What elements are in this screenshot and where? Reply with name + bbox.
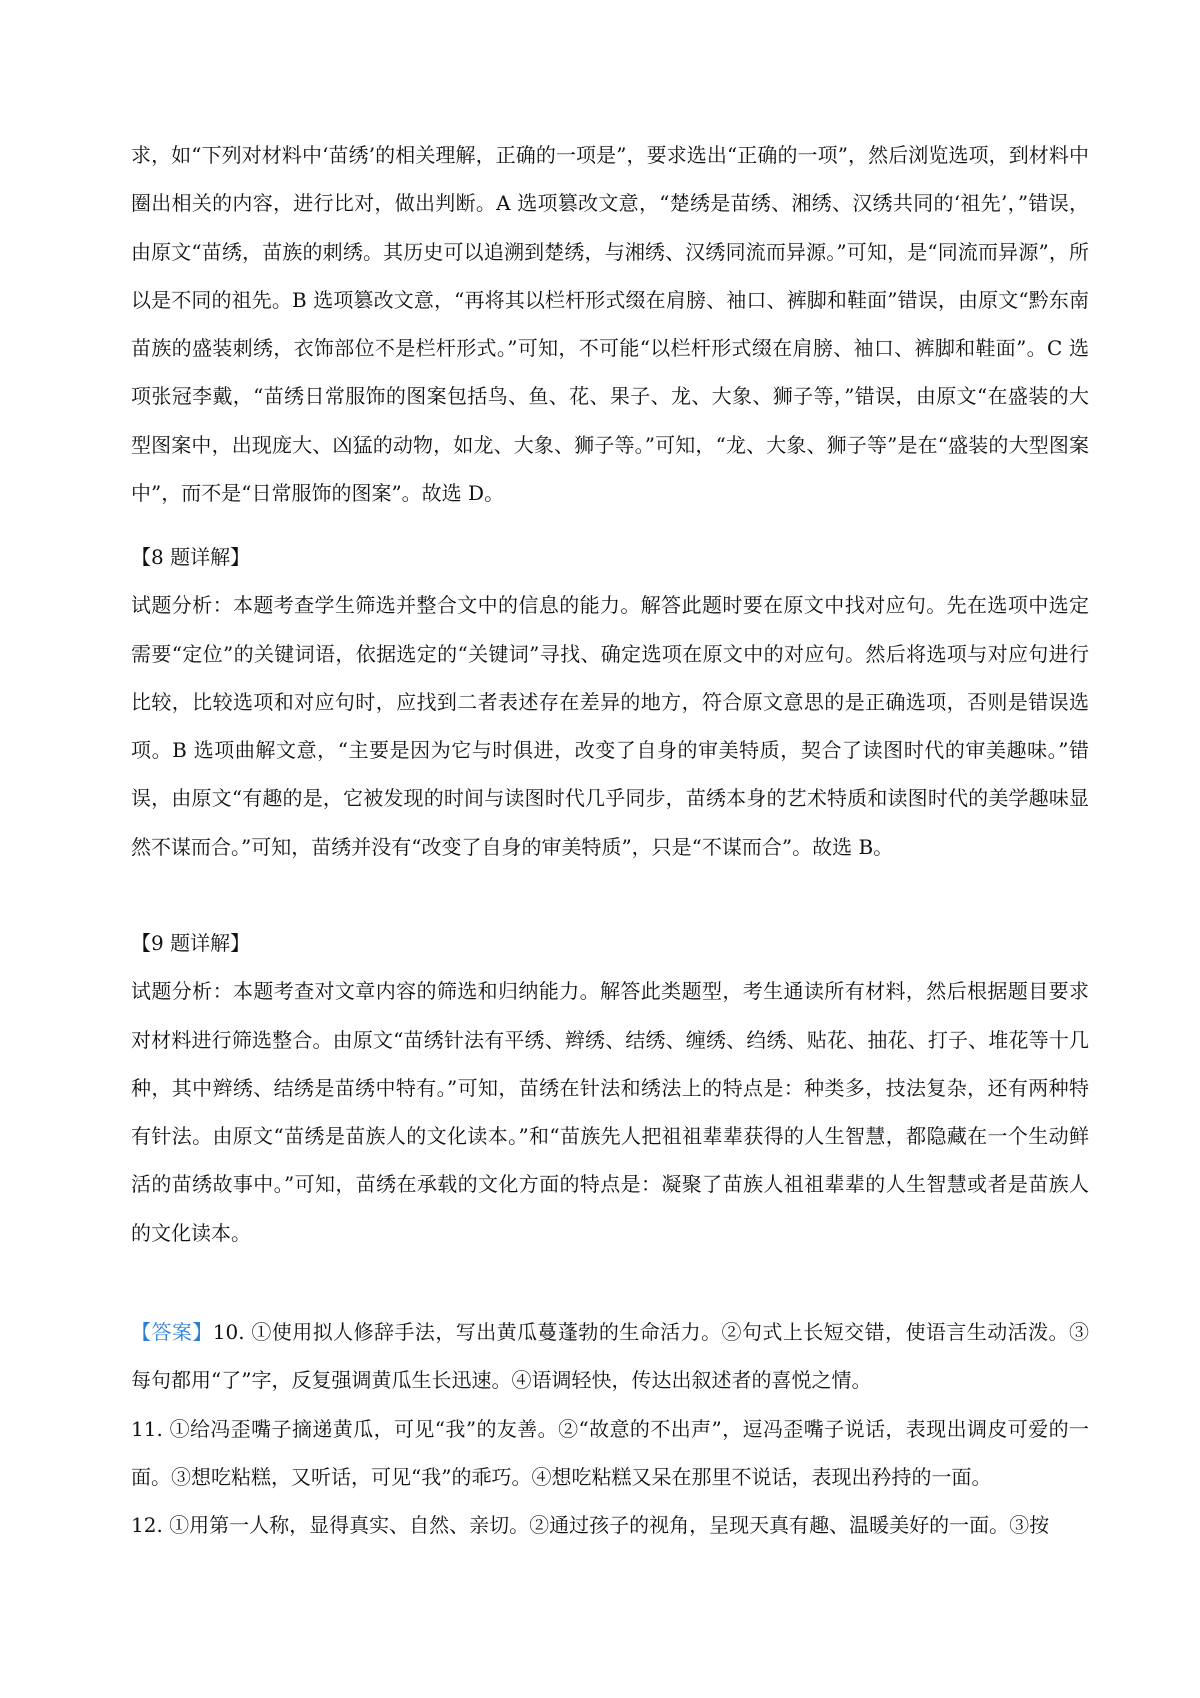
answer-11: 11. ①给冯歪嘴子摘递黄瓜，可见“我”的友善。②“故意的不出声”，逗冯歪嘴子说话，表现出调皮可爱的一面。③想吃粘糕，又听话，可见“我”的乖巧。④想吃粘糕又呆在那里不说话，表现出矜持的一面。 — [131, 1416, 1089, 1489]
question-7-explanation — [131, 131, 1089, 517]
question-8-paragraph: 试题分析：本题考查学生筛选并整合文中的信息的能力。解答此题时要在原文中找对应句。先在选项中选定需要“定位”的关键词语，依据选定的“关键词”寻找、确定选项在原文中的对应句。然后将选项与对应句进行比较，比较选项和对应句时，应找到二者表述存在差异的地方，符合原文意思的是正确选项，否则是错误选项。B 选项曲解文意，“主要是因为它与时俱进，改变了自身的审美特质，契合了读图时代的审美趣味。”错误，由原文“有趣的是，它被发现的时间与读图时代几乎同步，苗绣本身的艺术特质和读图时代的美学趣味显然不谋而合。”可知，苗绣并没有“改变了自身的审美特质”，只是“不谋而合”。故选 B。 — [131, 593, 1089, 859]
question-9-heading: 【9 题详解】 — [131, 931, 251, 955]
answer-label: 【答案】 — [131, 1320, 213, 1344]
answers-section — [131, 1308, 1089, 1549]
question-9-paragraph: 试题分析：本题考查对文章内容的筛选和归纳能力。解答此类题型，考生通读所有材料，然后根据题目要求对材料进行筛选整合。由原文“苗绣针法有平绣、辫绣、结绣、缠绣、绉绣、贴花、抽花、打子、堆花等十几种，其中辫绣、结绣是苗绣中特有。”可知，苗绣在针法和绣法上的特点是：种类多，技法复杂，还有两种特有针法。由原文“苗绣是苗族人的文化读本。”和“苗族先人把祖祖辈辈获得的人生智慧，都隐藏在一个生动鲜活的苗绣故事中。”可知，苗绣在承载的文化方面的特点是：凝聚了苗族人祖祖辈辈的人生智慧或者是苗族人的文化读本。 — [131, 979, 1089, 1245]
question-7-paragraph: 求，如“下列对材料中‘苗绣’的相关理解，正确的一项是”，要求选出“正确的一项”，然后浏览选项，到材料中圈出相关的内容，进行比对，做出判断。A 选项篡改文意，“楚绣是苗绣、湘绣、汉绣共同的‘祖先’，”错误，由原文“苗绣，苗族的刺绣。其历史可以追溯到楚绣，与湘绣、汉绣同流而异源。”可知，是“同流而异源”，所以是不同的祖先。B 选项篡改文意，“再将其以栏杆形式缀在肩膀、袖口、裤脚和鞋面”错误，由原文“黔东南苗族的盛装刺绣，衣饰部位不是栏杆形式。”可知，不可能“以栏杆形式缀在肩膀、袖口、裤脚和鞋面”。C 选项张冠李戴，“苗绣日常服饰的图案包括鸟、鱼、花、果子、龙、大象、狮子等，”错误，由原文“在盛装的大型图案中，出现庞大、凶猛的动物，如龙、大象、狮子等。”可知，“龙、大象、狮子等”是在“盛装的大型图案中”，而不是“日常服饰的图案”。故选 D。 — [131, 143, 1089, 506]
answer-12: 12. ①用第一人称，显得真实、自然、亲切。②通过孩子的视角，呈现天真有趣、温暖美好的一面。③按 — [131, 1513, 1050, 1538]
answer-10 — [131, 1308, 1089, 1405]
question-8-section — [131, 533, 1089, 871]
question-8-heading: 【8 题详解】 — [131, 545, 251, 569]
question-9-section — [131, 919, 1089, 1257]
answer-10-text: 10. ①使用拟人修辞手法，写出黄瓜蔓蓬勃的生命活力。②句式上长短交错，使语言生动活泼。③每句都用“了”字，反复强调黄瓜生长迅速。④语调轻快，传达出叙述者的喜悦之情。 — [131, 1320, 1089, 1393]
